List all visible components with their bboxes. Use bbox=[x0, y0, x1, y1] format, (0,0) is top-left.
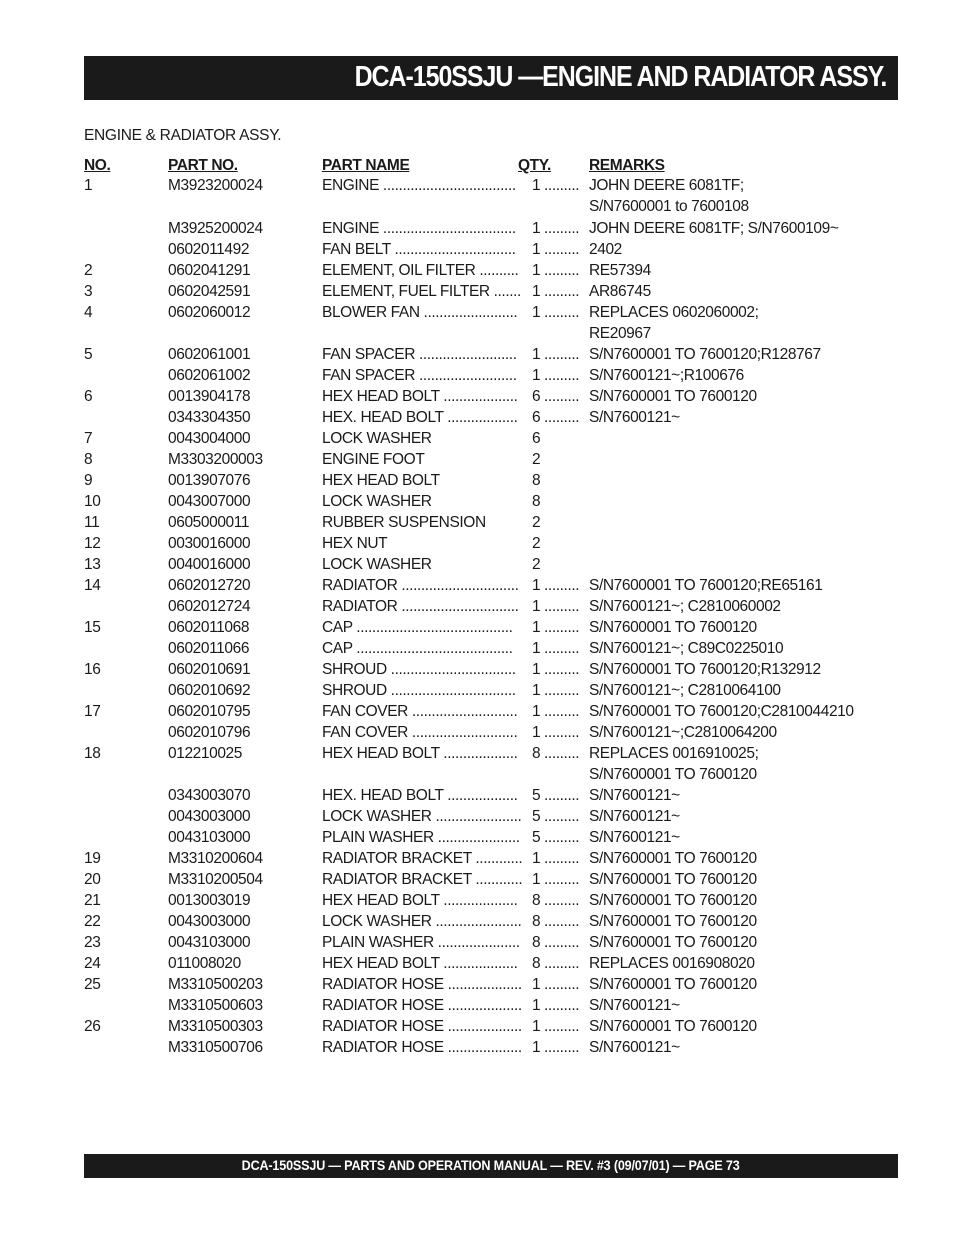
quantity: 1 bbox=[532, 304, 541, 321]
item-number: 9 bbox=[84, 472, 93, 489]
quantity: 8 bbox=[532, 472, 541, 489]
remarks: S/N7600001 TO 7600120;C2810044210 bbox=[589, 703, 854, 720]
quantity: 1 bbox=[532, 1039, 541, 1056]
quantity: 8 bbox=[532, 493, 541, 510]
leader-dots: ......... bbox=[544, 619, 580, 636]
quantity: 1 bbox=[532, 367, 541, 384]
item-number: 8 bbox=[84, 451, 93, 468]
leader-dots: ......... bbox=[544, 304, 580, 321]
remarks: S/N7600001 TO 7600120 bbox=[589, 766, 757, 783]
leader-dots: ......... bbox=[544, 1039, 580, 1056]
column-header-no: NO. bbox=[84, 157, 111, 174]
footer-text: DCA-150SSJU — PARTS AND OPERATION MANUAL — REV. #3 (09/07/01) — PAGE 73 bbox=[242, 1157, 740, 1173]
part-name: RADIATOR .............................. bbox=[322, 598, 519, 615]
leader-dots: ......... bbox=[544, 745, 580, 762]
quantity: 5 bbox=[532, 787, 541, 804]
part-name: FAN COVER ........................... bbox=[322, 724, 518, 741]
leader-dots: ......... bbox=[544, 682, 580, 699]
leader-dots: ......... bbox=[544, 661, 580, 678]
quantity: 2 bbox=[532, 514, 541, 531]
item-number: 3 bbox=[84, 283, 93, 300]
leader-dots: ......... bbox=[544, 367, 580, 384]
table-row bbox=[0, 176, 954, 197]
part-name: HEX HEAD BOLT ................... bbox=[322, 745, 518, 762]
part-name: HEX HEAD BOLT ................... bbox=[322, 388, 518, 405]
part-name: FAN SPACER ......................... bbox=[322, 346, 517, 363]
part-name: LOCK WASHER bbox=[322, 493, 432, 510]
table-row bbox=[0, 954, 954, 975]
part-name: LOCK WASHER ...................... bbox=[322, 808, 522, 825]
page-title: DCA-150SSJU —ENGINE AND RADIATOR ASSY. bbox=[354, 61, 886, 93]
quantity: 8 bbox=[532, 955, 541, 972]
item-number: 20 bbox=[84, 871, 101, 888]
item-number: 11 bbox=[84, 514, 100, 531]
table-row bbox=[0, 387, 954, 408]
part-number: 0602041291 bbox=[168, 262, 251, 279]
leader-dots: ......... bbox=[544, 241, 580, 258]
remarks: S/N7600001 TO 7600120 bbox=[589, 619, 757, 636]
table-row bbox=[0, 450, 954, 471]
remarks: S/N7600121~ bbox=[589, 829, 680, 846]
item-number: 2 bbox=[84, 262, 93, 279]
table-row bbox=[0, 933, 954, 954]
part-number: 0343304350 bbox=[168, 409, 251, 426]
quantity: 2 bbox=[532, 556, 541, 573]
item-number: 24 bbox=[84, 955, 101, 972]
part-name: SHROUD ................................ bbox=[322, 661, 516, 678]
table-row bbox=[0, 681, 954, 702]
part-name: FAN BELT ............................... bbox=[322, 241, 516, 258]
item-number: 17 bbox=[84, 703, 101, 720]
quantity: 8 bbox=[532, 892, 541, 909]
leader-dots: ......... bbox=[544, 640, 580, 657]
part-number: 0030016000 bbox=[168, 535, 251, 552]
remarks: S/N7600001 TO 7600120;RE65161 bbox=[589, 577, 823, 594]
table-row bbox=[0, 366, 954, 387]
item-number: 21 bbox=[84, 892, 101, 909]
part-number: 0040016000 bbox=[168, 556, 251, 573]
table-row bbox=[0, 996, 954, 1017]
remarks: S/N7600001 TO 7600120 bbox=[589, 1018, 757, 1035]
quantity: 1 bbox=[532, 976, 541, 993]
leader-dots: ......... bbox=[544, 787, 580, 804]
table-row bbox=[0, 912, 954, 933]
part-number: 0043103000 bbox=[168, 829, 251, 846]
section-title: ENGINE & RADIATOR ASSY. bbox=[84, 127, 282, 144]
item-number: 19 bbox=[84, 850, 101, 867]
part-number: M3303200003 bbox=[168, 451, 263, 468]
part-number: M3310500706 bbox=[168, 1039, 263, 1056]
part-name: ELEMENT, FUEL FILTER ....... bbox=[322, 283, 521, 300]
table-row bbox=[0, 849, 954, 870]
table-row bbox=[0, 576, 954, 597]
part-number: 012210025 bbox=[168, 745, 242, 762]
item-number: 1 bbox=[84, 177, 93, 194]
table-row bbox=[0, 1038, 954, 1059]
quantity: 1 bbox=[532, 682, 541, 699]
quantity: 6 bbox=[532, 388, 541, 405]
quantity: 1 bbox=[532, 220, 541, 237]
remarks: S/N7600001 TO 7600120 bbox=[589, 934, 757, 951]
part-number: 0602061002 bbox=[168, 367, 251, 384]
table-row bbox=[0, 429, 954, 450]
remarks: S/N7600001 TO 7600120 bbox=[589, 850, 757, 867]
remarks: JOHN DEERE 6081TF; bbox=[589, 177, 744, 194]
leader-dots: ......... bbox=[544, 850, 580, 867]
leader-dots: ......... bbox=[544, 913, 580, 930]
table-row bbox=[0, 702, 954, 723]
quantity: 8 bbox=[532, 934, 541, 951]
remarks: S/N7600121~;C2810064200 bbox=[589, 724, 777, 741]
remarks: S/N7600001 TO 7600120 bbox=[589, 388, 757, 405]
part-number: M3923200024 bbox=[168, 177, 263, 194]
part-name: RADIATOR BRACKET ............ bbox=[322, 850, 523, 867]
remarks: S/N7600001 TO 7600120 bbox=[589, 913, 757, 930]
part-number: 0043103000 bbox=[168, 934, 251, 951]
leader-dots: ......... bbox=[544, 262, 580, 279]
quantity: 1 bbox=[532, 177, 541, 194]
remarks: S/N7600121~;R100676 bbox=[589, 367, 744, 384]
part-number: 0602061001 bbox=[168, 346, 251, 363]
remarks: S/N7600121~; C89C0225010 bbox=[589, 640, 784, 657]
part-name: RUBBER SUSPENSION bbox=[322, 514, 486, 531]
part-name: CAP ........................................ bbox=[322, 640, 513, 657]
part-number: 0602042591 bbox=[168, 283, 251, 300]
part-name: HEX NUT bbox=[322, 535, 388, 552]
table-row bbox=[0, 870, 954, 891]
remarks: S/N7600001 TO 7600120 bbox=[589, 976, 757, 993]
part-number: 0602011068 bbox=[168, 619, 250, 636]
part-number: 0602012724 bbox=[168, 598, 251, 615]
quantity: 1 bbox=[532, 850, 541, 867]
item-number: 13 bbox=[84, 556, 101, 573]
leader-dots: ......... bbox=[544, 283, 580, 300]
leader-dots: ......... bbox=[544, 955, 580, 972]
table-row bbox=[0, 786, 954, 807]
table-row bbox=[0, 618, 954, 639]
quantity: 2 bbox=[532, 535, 541, 552]
quantity: 1 bbox=[532, 619, 541, 636]
column-header-remarks: REMARKS bbox=[589, 157, 665, 174]
leader-dots: ......... bbox=[544, 577, 580, 594]
table-row bbox=[0, 975, 954, 996]
item-number: 14 bbox=[84, 577, 101, 594]
quantity: 1 bbox=[532, 871, 541, 888]
item-number: 4 bbox=[84, 304, 93, 321]
item-number: 15 bbox=[84, 619, 101, 636]
quantity: 1 bbox=[532, 703, 541, 720]
table-row bbox=[0, 324, 954, 345]
part-name: LOCK WASHER bbox=[322, 556, 432, 573]
parts-list bbox=[0, 176, 954, 1059]
table-row bbox=[0, 219, 954, 240]
table-row bbox=[0, 240, 954, 261]
table-row bbox=[0, 261, 954, 282]
column-header-qty: QTY. bbox=[518, 157, 551, 174]
part-number: 0602010691 bbox=[168, 661, 251, 678]
quantity: 6 bbox=[532, 430, 541, 447]
item-number: 7 bbox=[84, 430, 93, 447]
part-number: 0602012720 bbox=[168, 577, 251, 594]
table-row bbox=[0, 828, 954, 849]
leader-dots: ......... bbox=[544, 808, 580, 825]
part-number: M3310500303 bbox=[168, 1018, 263, 1035]
remarks: S/N7600001 to 7600108 bbox=[589, 198, 749, 215]
item-number: 6 bbox=[84, 388, 93, 405]
item-number: 16 bbox=[84, 661, 101, 678]
table-row bbox=[0, 723, 954, 744]
part-number: 0343003070 bbox=[168, 787, 251, 804]
leader-dots: ......... bbox=[544, 724, 580, 741]
page-title-bar bbox=[84, 56, 898, 100]
part-number: 0602010795 bbox=[168, 703, 251, 720]
part-name: RADIATOR HOSE ................... bbox=[322, 997, 522, 1014]
remarks: S/N7600121~; C2810064100 bbox=[589, 682, 781, 699]
leader-dots: ......... bbox=[544, 346, 580, 363]
table-row bbox=[0, 197, 954, 219]
leader-dots: ......... bbox=[544, 997, 580, 1014]
leader-dots: ......... bbox=[544, 976, 580, 993]
leader-dots: ......... bbox=[544, 1018, 580, 1035]
remarks: S/N7600001 TO 7600120;R132912 bbox=[589, 661, 821, 678]
item-number: 25 bbox=[84, 976, 101, 993]
item-number: 26 bbox=[84, 1018, 101, 1035]
part-name: PLAIN WASHER ..................... bbox=[322, 934, 520, 951]
part-number: M3310500603 bbox=[168, 997, 263, 1014]
part-name: LOCK WASHER ...................... bbox=[322, 913, 522, 930]
table-row bbox=[0, 471, 954, 492]
part-number: 0602060012 bbox=[168, 304, 251, 321]
item-number: 12 bbox=[84, 535, 101, 552]
remarks: 2402 bbox=[589, 241, 622, 258]
remarks: REPLACES 0602060002; bbox=[589, 304, 759, 321]
part-name: ENGINE .................................. bbox=[322, 177, 516, 194]
part-name: SHROUD ................................ bbox=[322, 682, 516, 699]
table-row bbox=[0, 303, 954, 324]
part-name: RADIATOR HOSE ................... bbox=[322, 1018, 522, 1035]
item-number: 5 bbox=[84, 346, 93, 363]
part-name: HEX. HEAD BOLT .................. bbox=[322, 409, 518, 426]
column-header-part-name: PART NAME bbox=[322, 157, 410, 174]
remarks: S/N7600121~ bbox=[589, 409, 680, 426]
quantity: 1 bbox=[532, 346, 541, 363]
part-name: CAP ........................................ bbox=[322, 619, 513, 636]
quantity: 5 bbox=[532, 829, 541, 846]
item-number: 23 bbox=[84, 934, 101, 951]
table-row bbox=[0, 639, 954, 660]
table-row bbox=[0, 660, 954, 681]
part-number: 0602011066 bbox=[168, 640, 250, 657]
remarks: S/N7600121~ bbox=[589, 808, 680, 825]
remarks: AR86745 bbox=[589, 283, 651, 300]
part-number: 0605000011 bbox=[168, 514, 250, 531]
leader-dots: ......... bbox=[544, 177, 580, 194]
leader-dots: ......... bbox=[544, 388, 580, 405]
remarks: S/N7600121~; C2810060002 bbox=[589, 598, 781, 615]
table-row bbox=[0, 555, 954, 576]
part-name: ENGINE FOOT bbox=[322, 451, 425, 468]
leader-dots: ......... bbox=[544, 934, 580, 951]
quantity: 1 bbox=[532, 724, 541, 741]
part-number: M3310200604 bbox=[168, 850, 263, 867]
leader-dots: ......... bbox=[544, 409, 580, 426]
part-number: 0602010796 bbox=[168, 724, 251, 741]
part-number: 0013003019 bbox=[168, 892, 251, 909]
part-number: 011008020 bbox=[168, 955, 241, 972]
part-name: HEX. HEAD BOLT .................. bbox=[322, 787, 518, 804]
table-row bbox=[0, 513, 954, 534]
remarks: REPLACES 0016908020 bbox=[589, 955, 755, 972]
quantity: 1 bbox=[532, 577, 541, 594]
part-number: 0013907076 bbox=[168, 472, 251, 489]
remarks: REPLACES 0016910025; bbox=[589, 745, 759, 762]
item-number: 10 bbox=[84, 493, 101, 510]
table-row bbox=[0, 492, 954, 513]
table-row bbox=[0, 891, 954, 912]
part-number: M3925200024 bbox=[168, 220, 263, 237]
part-name: FAN SPACER ......................... bbox=[322, 367, 517, 384]
quantity: 1 bbox=[532, 262, 541, 279]
table-row bbox=[0, 282, 954, 303]
part-number: M3310200504 bbox=[168, 871, 263, 888]
part-number: M3310500203 bbox=[168, 976, 263, 993]
remarks: RE20967 bbox=[589, 325, 651, 342]
part-name: HEX HEAD BOLT ................... bbox=[322, 892, 518, 909]
table-row bbox=[0, 807, 954, 828]
column-header-part-no: PART NO. bbox=[168, 157, 238, 174]
part-number: 0602010692 bbox=[168, 682, 251, 699]
part-number: 0043007000 bbox=[168, 493, 251, 510]
leader-dots: ......... bbox=[544, 871, 580, 888]
part-name: ELEMENT, OIL FILTER .......... bbox=[322, 262, 519, 279]
part-name: BLOWER FAN ........................ bbox=[322, 304, 518, 321]
item-number: 18 bbox=[84, 745, 101, 762]
table-row bbox=[0, 345, 954, 366]
part-name: ENGINE .................................. bbox=[322, 220, 516, 237]
part-number: 0013904178 bbox=[168, 388, 251, 405]
part-name: LOCK WASHER bbox=[322, 430, 432, 447]
part-name: HEX HEAD BOLT bbox=[322, 472, 440, 489]
table-row bbox=[0, 534, 954, 555]
quantity: 1 bbox=[532, 1018, 541, 1035]
table-row bbox=[0, 744, 954, 765]
remarks: S/N7600001 TO 7600120;R128767 bbox=[589, 346, 821, 363]
part-name: FAN COVER ........................... bbox=[322, 703, 518, 720]
table-row bbox=[0, 408, 954, 429]
quantity: 1 bbox=[532, 661, 541, 678]
quantity: 1 bbox=[532, 598, 541, 615]
part-number: 0043003000 bbox=[168, 808, 251, 825]
page-footer bbox=[84, 1154, 898, 1178]
table-row bbox=[0, 1017, 954, 1038]
quantity: 1 bbox=[532, 241, 541, 258]
part-name: RADIATOR HOSE ................... bbox=[322, 976, 522, 993]
leader-dots: ......... bbox=[544, 220, 580, 237]
part-name: RADIATOR .............................. bbox=[322, 577, 519, 594]
quantity: 8 bbox=[532, 745, 541, 762]
leader-dots: ......... bbox=[544, 892, 580, 909]
remarks: S/N7600121~ bbox=[589, 1039, 680, 1056]
remarks: S/N7600001 TO 7600120 bbox=[589, 892, 757, 909]
quantity: 8 bbox=[532, 913, 541, 930]
remarks: S/N7600001 TO 7600120 bbox=[589, 871, 757, 888]
quantity: 6 bbox=[532, 409, 541, 426]
part-name: PLAIN WASHER ..................... bbox=[322, 829, 520, 846]
quantity: 1 bbox=[532, 997, 541, 1014]
part-number: 0043003000 bbox=[168, 913, 251, 930]
item-number: 22 bbox=[84, 913, 101, 930]
quantity: 2 bbox=[532, 451, 541, 468]
part-number: 0043004000 bbox=[168, 430, 251, 447]
quantity: 5 bbox=[532, 808, 541, 825]
remarks: S/N7600121~ bbox=[589, 787, 680, 804]
part-name: RADIATOR BRACKET ............ bbox=[322, 871, 523, 888]
leader-dots: ......... bbox=[544, 829, 580, 846]
table-row bbox=[0, 765, 954, 786]
quantity: 1 bbox=[532, 283, 541, 300]
part-name: HEX HEAD BOLT ................... bbox=[322, 955, 518, 972]
remarks: RE57394 bbox=[589, 262, 651, 279]
remarks: JOHN DEERE 6081TF; S/N7600109~ bbox=[589, 220, 839, 237]
quantity: 1 bbox=[532, 640, 541, 657]
table-row bbox=[0, 597, 954, 618]
part-name: RADIATOR HOSE ................... bbox=[322, 1039, 522, 1056]
remarks: S/N7600121~ bbox=[589, 997, 680, 1014]
part-number: 0602011492 bbox=[168, 241, 250, 258]
leader-dots: ......... bbox=[544, 598, 580, 615]
leader-dots: ......... bbox=[544, 703, 580, 720]
